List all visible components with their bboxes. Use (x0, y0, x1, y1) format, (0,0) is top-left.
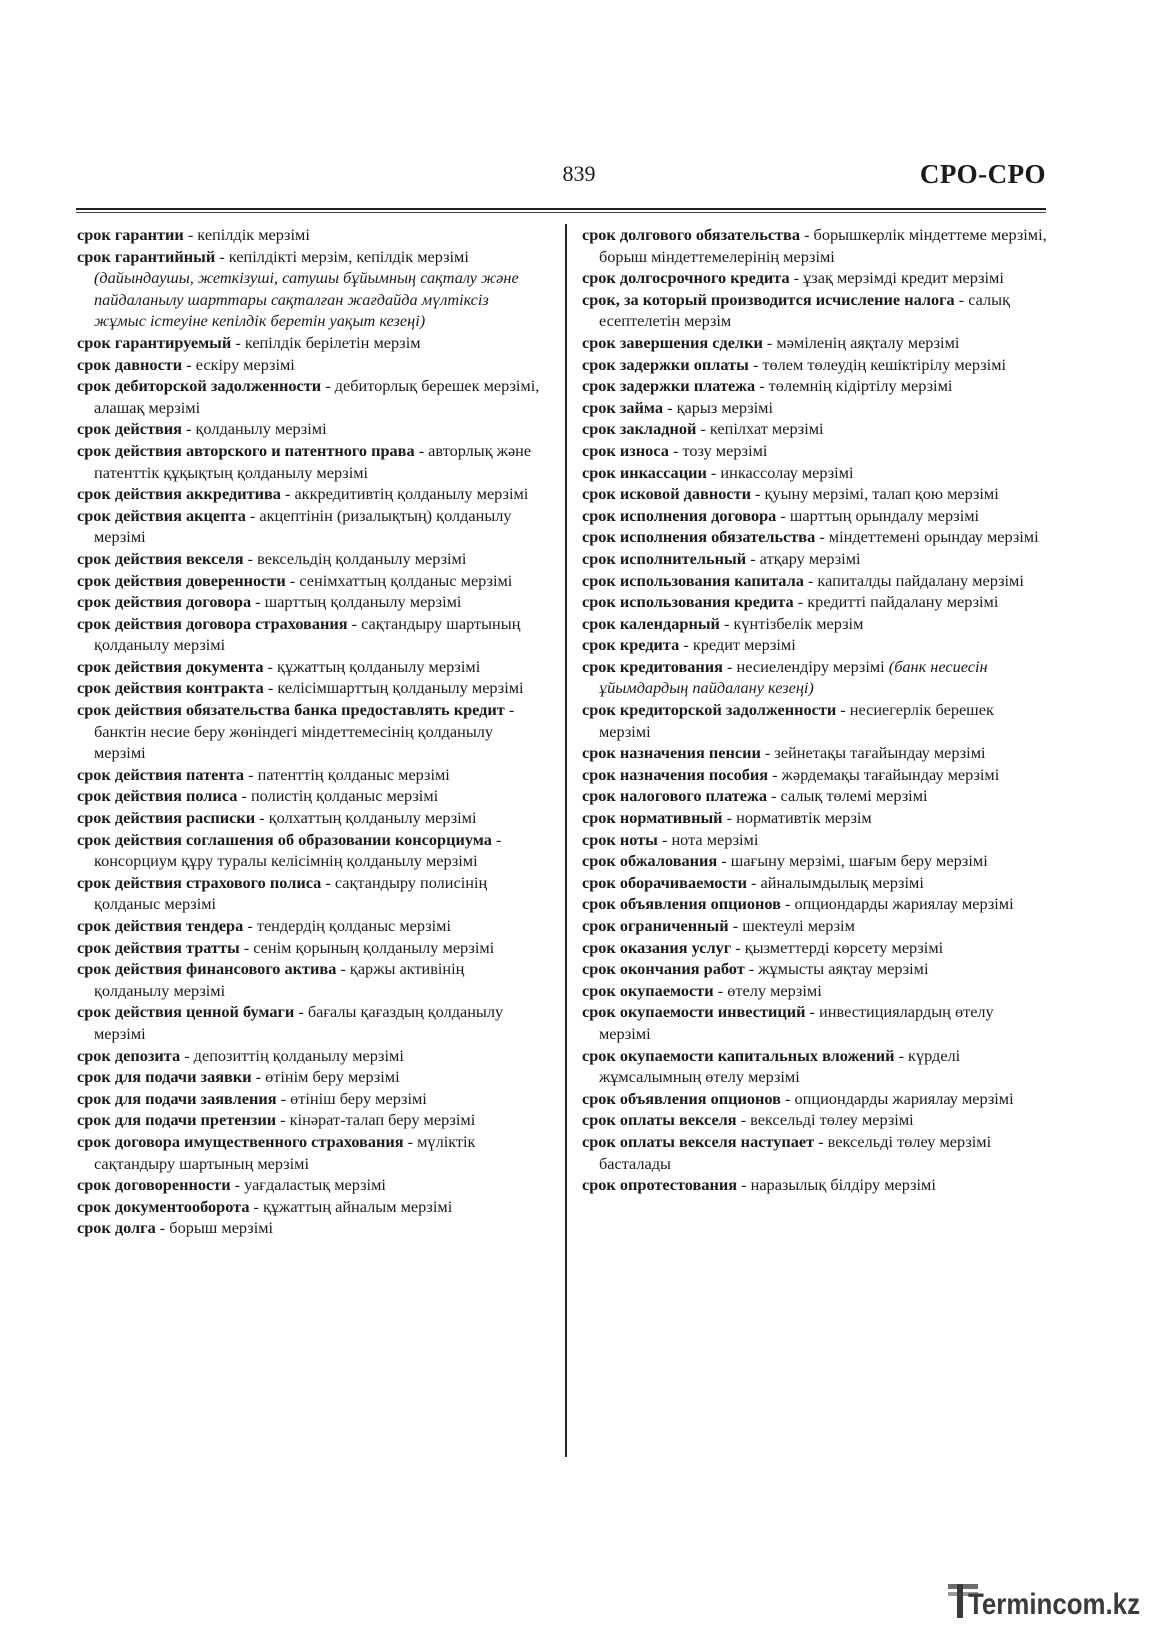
entry-term: срок задержки оплаты (582, 354, 749, 374)
dictionary-entry (582, 440, 1048, 462)
dictionary-entry (582, 613, 1048, 635)
entry-term: срок ноты (582, 829, 658, 849)
entry-translation: - қаржы активінің қолданылу мерзімі (94, 959, 465, 1000)
entry-term: срок исковой давности (582, 484, 751, 504)
dictionary-entry (582, 785, 1048, 807)
entry-translation: - өтінім беру мерзімі (251, 1067, 400, 1087)
dictionary-entry (77, 548, 543, 570)
dictionary-entry (582, 1131, 1048, 1174)
entry-translation: - борышкерлік міндеттеме мерзімі, борыш міндеттемелерінің мерзімі (599, 225, 1047, 266)
entry-translation: - нормативтік мерзім (722, 808, 872, 828)
dictionary-entry (582, 332, 1048, 354)
entry-term: срок дебиторской задолженности (77, 376, 322, 396)
dictionary-entry (77, 1109, 543, 1131)
dictionary-entry (77, 1066, 543, 1088)
entry-term: срок календарный (582, 613, 720, 633)
entry-term: срок исполнения обязательства (582, 527, 816, 547)
entry-term: срок объявления опционов (582, 894, 781, 914)
entry-translation: - банктін несие беру жөніндегі міндеттемесінің қолданылу мерзімі (94, 700, 515, 763)
dictionary-entry (582, 915, 1048, 937)
entry-term: срок действия соглашения об образовании консорциума (77, 829, 492, 849)
entry-translation: - вексельді төлеу мерзімі (736, 1110, 914, 1130)
entry-term: срок объявления опционов (582, 1088, 781, 1108)
running-head: СРО-СРО (919, 159, 1046, 189)
entry-term: срок исполнительный (582, 548, 747, 568)
dictionary-entry (77, 677, 543, 699)
entry-translation: - күнтізбелік мерзім (719, 613, 864, 633)
entry-translation: - инвестициялардың өтелу мерзімі (599, 1002, 994, 1043)
entry-term: срок действия контракта (77, 678, 264, 698)
dictionary-entry (582, 375, 1048, 397)
entry-translation: - шағыну мерзімі, шағым беру мерзімі (717, 851, 988, 871)
entry-translation: - өтелу мерзімі (713, 980, 822, 1000)
entry-term: срок опротестования (582, 1175, 738, 1195)
dictionary-entry (582, 1109, 1048, 1131)
dictionary-entry (582, 742, 1048, 764)
entry-translation: - нота мерзімі (657, 829, 759, 849)
dictionary-entry (582, 699, 1048, 742)
entry-term: срок действия акцепта (77, 505, 246, 525)
dictionary-entry (582, 980, 1048, 1002)
entry-translation: - сенімхаттың қолданыс мерзімі (285, 570, 513, 590)
entry-term: срок действия (77, 419, 182, 439)
entry-term: срок для подачи претензии (77, 1110, 277, 1130)
entry-translation: - қолданылу мерзімі (181, 419, 327, 439)
entry-term: срок кредиторской задолженности (582, 700, 837, 720)
entry-term: срок действия аккредитива (77, 484, 281, 504)
entry-term: срок действия доверенности (77, 570, 286, 590)
entry-translation: - салық төлемі мерзімі (766, 786, 928, 806)
entry-term: срок закладной (582, 419, 697, 439)
dictionary-entry (582, 893, 1048, 915)
entry-translation: - сақтандыру полисінің қолданыс мерзімі (94, 872, 488, 914)
entry-term: срок действия патента (77, 764, 245, 784)
entry-translation: - депозиттің қолданылу мерзімі (180, 1045, 404, 1065)
entry-term: срок гарантии (77, 225, 184, 244)
entry-term: срок для подачи заявления (77, 1088, 277, 1108)
dictionary-entry (582, 656, 1048, 699)
entry-translation: - қарыз мерзімі (663, 397, 773, 417)
entry-translation: - жұмысты аяқтау мерзімі (744, 959, 929, 979)
entry-translation: - төлемнің кідіртілу мерзімі (755, 376, 953, 396)
header-rule-thin (76, 212, 1046, 213)
dictionary-entry (77, 764, 543, 786)
entry-note: (дайындаушы, жеткізуші, сатушы бұйымның сақталу және пайдаланылу шарттары сақталған жағдайда мүлтіксіз жұмыс істеуіне кепілдік беретін уақыт кезеңі) (94, 268, 519, 331)
entry-translation: - опциондарды жариялау мерзімі (780, 1088, 1014, 1108)
dictionary-entry (77, 1196, 543, 1218)
entry-term: срок действия авторского и патентного права (77, 440, 415, 460)
entry-translation: - консорциум құру туралы келісімнің қолданылу мерзімі (94, 829, 502, 871)
entry-term: срок гарантируемый (77, 332, 232, 352)
entry-translation: - салық есептелетін мерзім (599, 289, 1011, 331)
entry-translation: - несиегерлік берешек мерзімі (599, 700, 994, 741)
entry-translation: - вексельді төлеу мерзімі басталады (599, 1131, 992, 1173)
dictionary-entry (77, 958, 543, 1001)
column-divider (565, 224, 567, 1457)
dictionary-entry (77, 332, 543, 354)
entry-translation: - кредитті пайдалану мерзімі (793, 592, 999, 612)
entry-term: срок действия страхового полиса (77, 872, 322, 892)
dictionary-entry (77, 354, 543, 376)
dictionary-entry (77, 699, 543, 764)
dictionary-entry (77, 613, 543, 656)
entry-term: срок использования капитала (582, 570, 804, 590)
dictionary-entry (77, 937, 543, 959)
dictionary-entry (582, 397, 1048, 419)
entry-translation: - аккредитивтің қолданылу мерзімі (280, 484, 529, 504)
dictionary-entry (77, 785, 543, 807)
entry-term: срок действия документа (77, 656, 264, 676)
termincom-logo (940, 1576, 1145, 1624)
entry-term: срок завершения сделки (582, 332, 763, 352)
dictionary-entry (582, 289, 1048, 332)
entry-term: срок кредита (582, 635, 680, 655)
entry-translation: - құжаттың айналым мерзімі (249, 1196, 453, 1216)
dictionary-entry (77, 224, 543, 246)
dictionary-entry (77, 375, 543, 418)
entry-translation: - борыш мерзімі (155, 1218, 274, 1238)
dictionary-entry (582, 505, 1048, 527)
entry-translation: - капиталды пайдалану мерзімі (803, 570, 1024, 590)
entry-translation: - күрделі жұмсалымның өтелу мерзімі (599, 1045, 961, 1087)
entry-term: срок действия обязательства банка предоставлять кредит (77, 700, 505, 720)
entry-translation: - зейнетақы тағайындау мерзімі (760, 743, 986, 763)
dictionary-entry (77, 1001, 543, 1044)
entry-translation: - кепілдік берілетін мерзім (231, 332, 421, 352)
dictionary-entry (77, 872, 543, 915)
dictionary-entry (77, 1131, 543, 1174)
entry-translation: - бағалы қағаздың қолданылу мерзімі (94, 1002, 504, 1043)
entry-translation: - наразылық білдіру мерзімі (737, 1175, 936, 1195)
entry-term: срок действия ценной бумаги (77, 1002, 295, 1022)
entry-translation: - атқару мерзімі (746, 548, 861, 568)
entry-term: срок ограниченный (582, 916, 729, 935)
dictionary-entry (77, 829, 543, 872)
entry-translation: - авторлық және патенттік құқықтың қолданылу мерзімі (94, 440, 532, 482)
entry-term: срок документооборота (77, 1196, 250, 1216)
entry-term: срок оборачиваемости (582, 872, 747, 892)
entry-term: срок действия расписки (77, 808, 256, 828)
entry-term: срок назначения пенсии (582, 743, 761, 763)
entry-term: срок нормативный (582, 808, 723, 828)
entry-translation: - ұзақ мерзімді кредит мерзімі (789, 268, 1004, 288)
entry-term: срок действия полиса (77, 786, 238, 806)
entry-term: срок обжалования (582, 851, 718, 871)
dictionary-entry (77, 1045, 543, 1067)
dictionary-column-right (582, 224, 1048, 1196)
dictionary-entry (582, 764, 1048, 786)
entry-translation: - шектеулі мерзім (728, 916, 855, 935)
entry-term: срок использования кредита (582, 592, 794, 612)
entry-term: срок исполнения договора (582, 505, 777, 525)
entry-term: срок долгового обязательства (582, 225, 800, 244)
dictionary-entry (582, 267, 1048, 289)
dictionary-entry (77, 656, 543, 678)
entry-term: срок кредитования (582, 656, 723, 676)
dictionary-entry (582, 829, 1048, 851)
logo-text: Termincom.kz (968, 1588, 1140, 1621)
page-number: 839 (562, 161, 596, 186)
entry-term: срок назначения пособия (582, 764, 769, 784)
entry-term: срок задержки платежа (582, 376, 756, 396)
entry-translation: - өтініш беру мерзімі (276, 1088, 427, 1108)
dictionary-column-left (77, 224, 543, 1239)
entry-term: срок займа (582, 397, 664, 417)
dictionary-entry (582, 483, 1048, 505)
entry-translation: - кепілхат мерзімі (696, 419, 824, 439)
entry-term: срок давности (77, 354, 183, 374)
entry-term: срок действия тендера (77, 916, 244, 935)
dictionary-entry (77, 591, 543, 613)
dictionary-entry (582, 462, 1048, 484)
dictionary-entry (582, 1174, 1048, 1196)
entry-term: срок окупаемости капитальных вложений (582, 1045, 895, 1065)
entry-translation: - жәрдемақы тағайындау мерзімі (768, 764, 1000, 784)
entry-translation: - мүліктік сақтандыру шартының мерзімі (94, 1131, 476, 1173)
entry-translation: - кепілдік мерзімі (183, 225, 310, 244)
entry-translation: - қуыну мерзімі, талап қою мерзімі (750, 484, 999, 504)
entry-translation: - тендердің қолданыс мерзімі (243, 916, 451, 935)
entry-term: срок оплаты векселя наступает (582, 1131, 815, 1151)
dictionary-entry (582, 1045, 1048, 1088)
entry-term: срок налогового платежа (582, 786, 767, 806)
entry-term: срок оплаты векселя (582, 1110, 737, 1130)
entry-translation: - сенім қорының қолданылу мерзімі (239, 937, 495, 957)
dictionary-entry (582, 1088, 1048, 1110)
entry-translation: - келісімшарттың қолданылу мерзімі (263, 678, 524, 698)
entry-term: срок окупаемости инвестиций (582, 1002, 806, 1022)
entry-term: срок долгосрочного кредита (582, 268, 790, 288)
entry-term: срок оказания услуг (582, 937, 732, 957)
entry-note: (банк несиесін ұйымдардың пайдалану кезеңі) (599, 656, 988, 698)
entry-translation: - несиелендіру мерзімі (722, 656, 889, 676)
dictionary-entry (77, 1217, 543, 1239)
entry-translation: - сақтандыру шартының қолданылу мерзімі (94, 613, 521, 655)
dictionary-entry (582, 570, 1048, 592)
entry-term: срок договоренности (77, 1175, 231, 1195)
dictionary-entry (582, 872, 1048, 894)
entry-term: срок инкассации (582, 462, 707, 482)
entry-term: срок окончания работ (582, 959, 745, 979)
entry-translation: - шарттың қолданылу мерзімі (251, 592, 462, 612)
entry-translation: - кінәрат-талап беру мерзімі (276, 1110, 476, 1130)
dictionary-entry (77, 483, 543, 505)
dictionary-entry (77, 915, 543, 937)
entry-term: срок действия договора страхования (77, 613, 348, 633)
entry-translation: - кредит мерзімі (679, 635, 796, 655)
dictionary-entry (582, 634, 1048, 656)
entry-term: срок действия договора (77, 592, 252, 612)
dictionary-entry (582, 850, 1048, 872)
entry-term: срок гарантийный (77, 246, 216, 266)
dictionary-entry (582, 548, 1048, 570)
entry-term: срок окупаемости (582, 980, 714, 1000)
dictionary-entry (77, 440, 543, 483)
entry-term: срок действия тратты (77, 937, 240, 957)
entry-translation: - акцептінін (ризалықтың) қолданылу мерзімі (94, 505, 512, 547)
entry-translation: - тозу мерзімі (668, 440, 768, 460)
entry-translation: - инкассолау мерзімі (706, 462, 854, 482)
entry-term: срок для подачи заявки (77, 1067, 252, 1087)
entry-translation: - вексельдің қолданылу мерзімі (243, 548, 467, 568)
entry-term: срок долга (77, 1218, 156, 1238)
dictionary-entry (77, 505, 543, 548)
entry-translation: - мәміленің аяқталу мерзімі (762, 332, 960, 352)
entry-translation: - дебиторлық берешек мерзімі, алашақ мерзімі (94, 376, 540, 417)
dictionary-entry (582, 224, 1048, 267)
dictionary-entry (582, 354, 1048, 376)
entry-translation: - құжаттың қолданылу мерзімі (263, 656, 481, 676)
entry-term: срок действия финансового актива (77, 959, 337, 979)
entry-translation: - қызметтерді көрсету мерзімі (731, 937, 944, 957)
entry-translation: - төлем төлеудің кешіктірілу мерзімі (748, 354, 1007, 374)
entry-term: срок действия векселя (77, 548, 244, 568)
dictionary-entry (582, 418, 1048, 440)
dictionary-entry (582, 807, 1048, 829)
entry-translation: - шарттың орындалу мерзімі (776, 505, 980, 525)
entry-term: срок, за который производится исчисление налога (582, 289, 955, 309)
entry-translation: - полистің қолданыс мерзімі (237, 786, 439, 806)
entry-translation: - ескіру мерзімі (182, 354, 295, 374)
entry-translation: - айналымдылық мерзімі (746, 872, 924, 892)
entry-translation: - кепілдікті мерзім, кепілдік мерзімі (215, 246, 469, 266)
dictionary-entry (582, 958, 1048, 980)
dictionary-entry (582, 591, 1048, 613)
dictionary-entry (582, 937, 1048, 959)
dictionary-entry (77, 570, 543, 592)
entry-term: срок износа (582, 440, 669, 460)
header-rule (76, 208, 1046, 210)
dictionary-entry (77, 246, 543, 332)
entry-translation: - қолхаттың қолданылу мерзімі (255, 808, 477, 828)
entry-term: срок договора имущественного страхования (77, 1131, 404, 1151)
dictionary-entry (77, 807, 543, 829)
entry-translation: - міндеттемені орындау мерзімі (815, 527, 1039, 547)
dictionary-entry (582, 1001, 1048, 1044)
dictionary-entry (582, 526, 1048, 548)
dictionary-entry (77, 1174, 543, 1196)
dictionary-entry (77, 1088, 543, 1110)
entry-term: срок депозита (77, 1045, 181, 1065)
entry-translation: - уағдаластық мерзімі (230, 1175, 386, 1195)
entry-translation: - опциондарды жариялау мерзімі (780, 894, 1014, 914)
dictionary-entry (77, 418, 543, 440)
entry-translation: - патенттің қолданыс мерзімі (244, 764, 450, 784)
